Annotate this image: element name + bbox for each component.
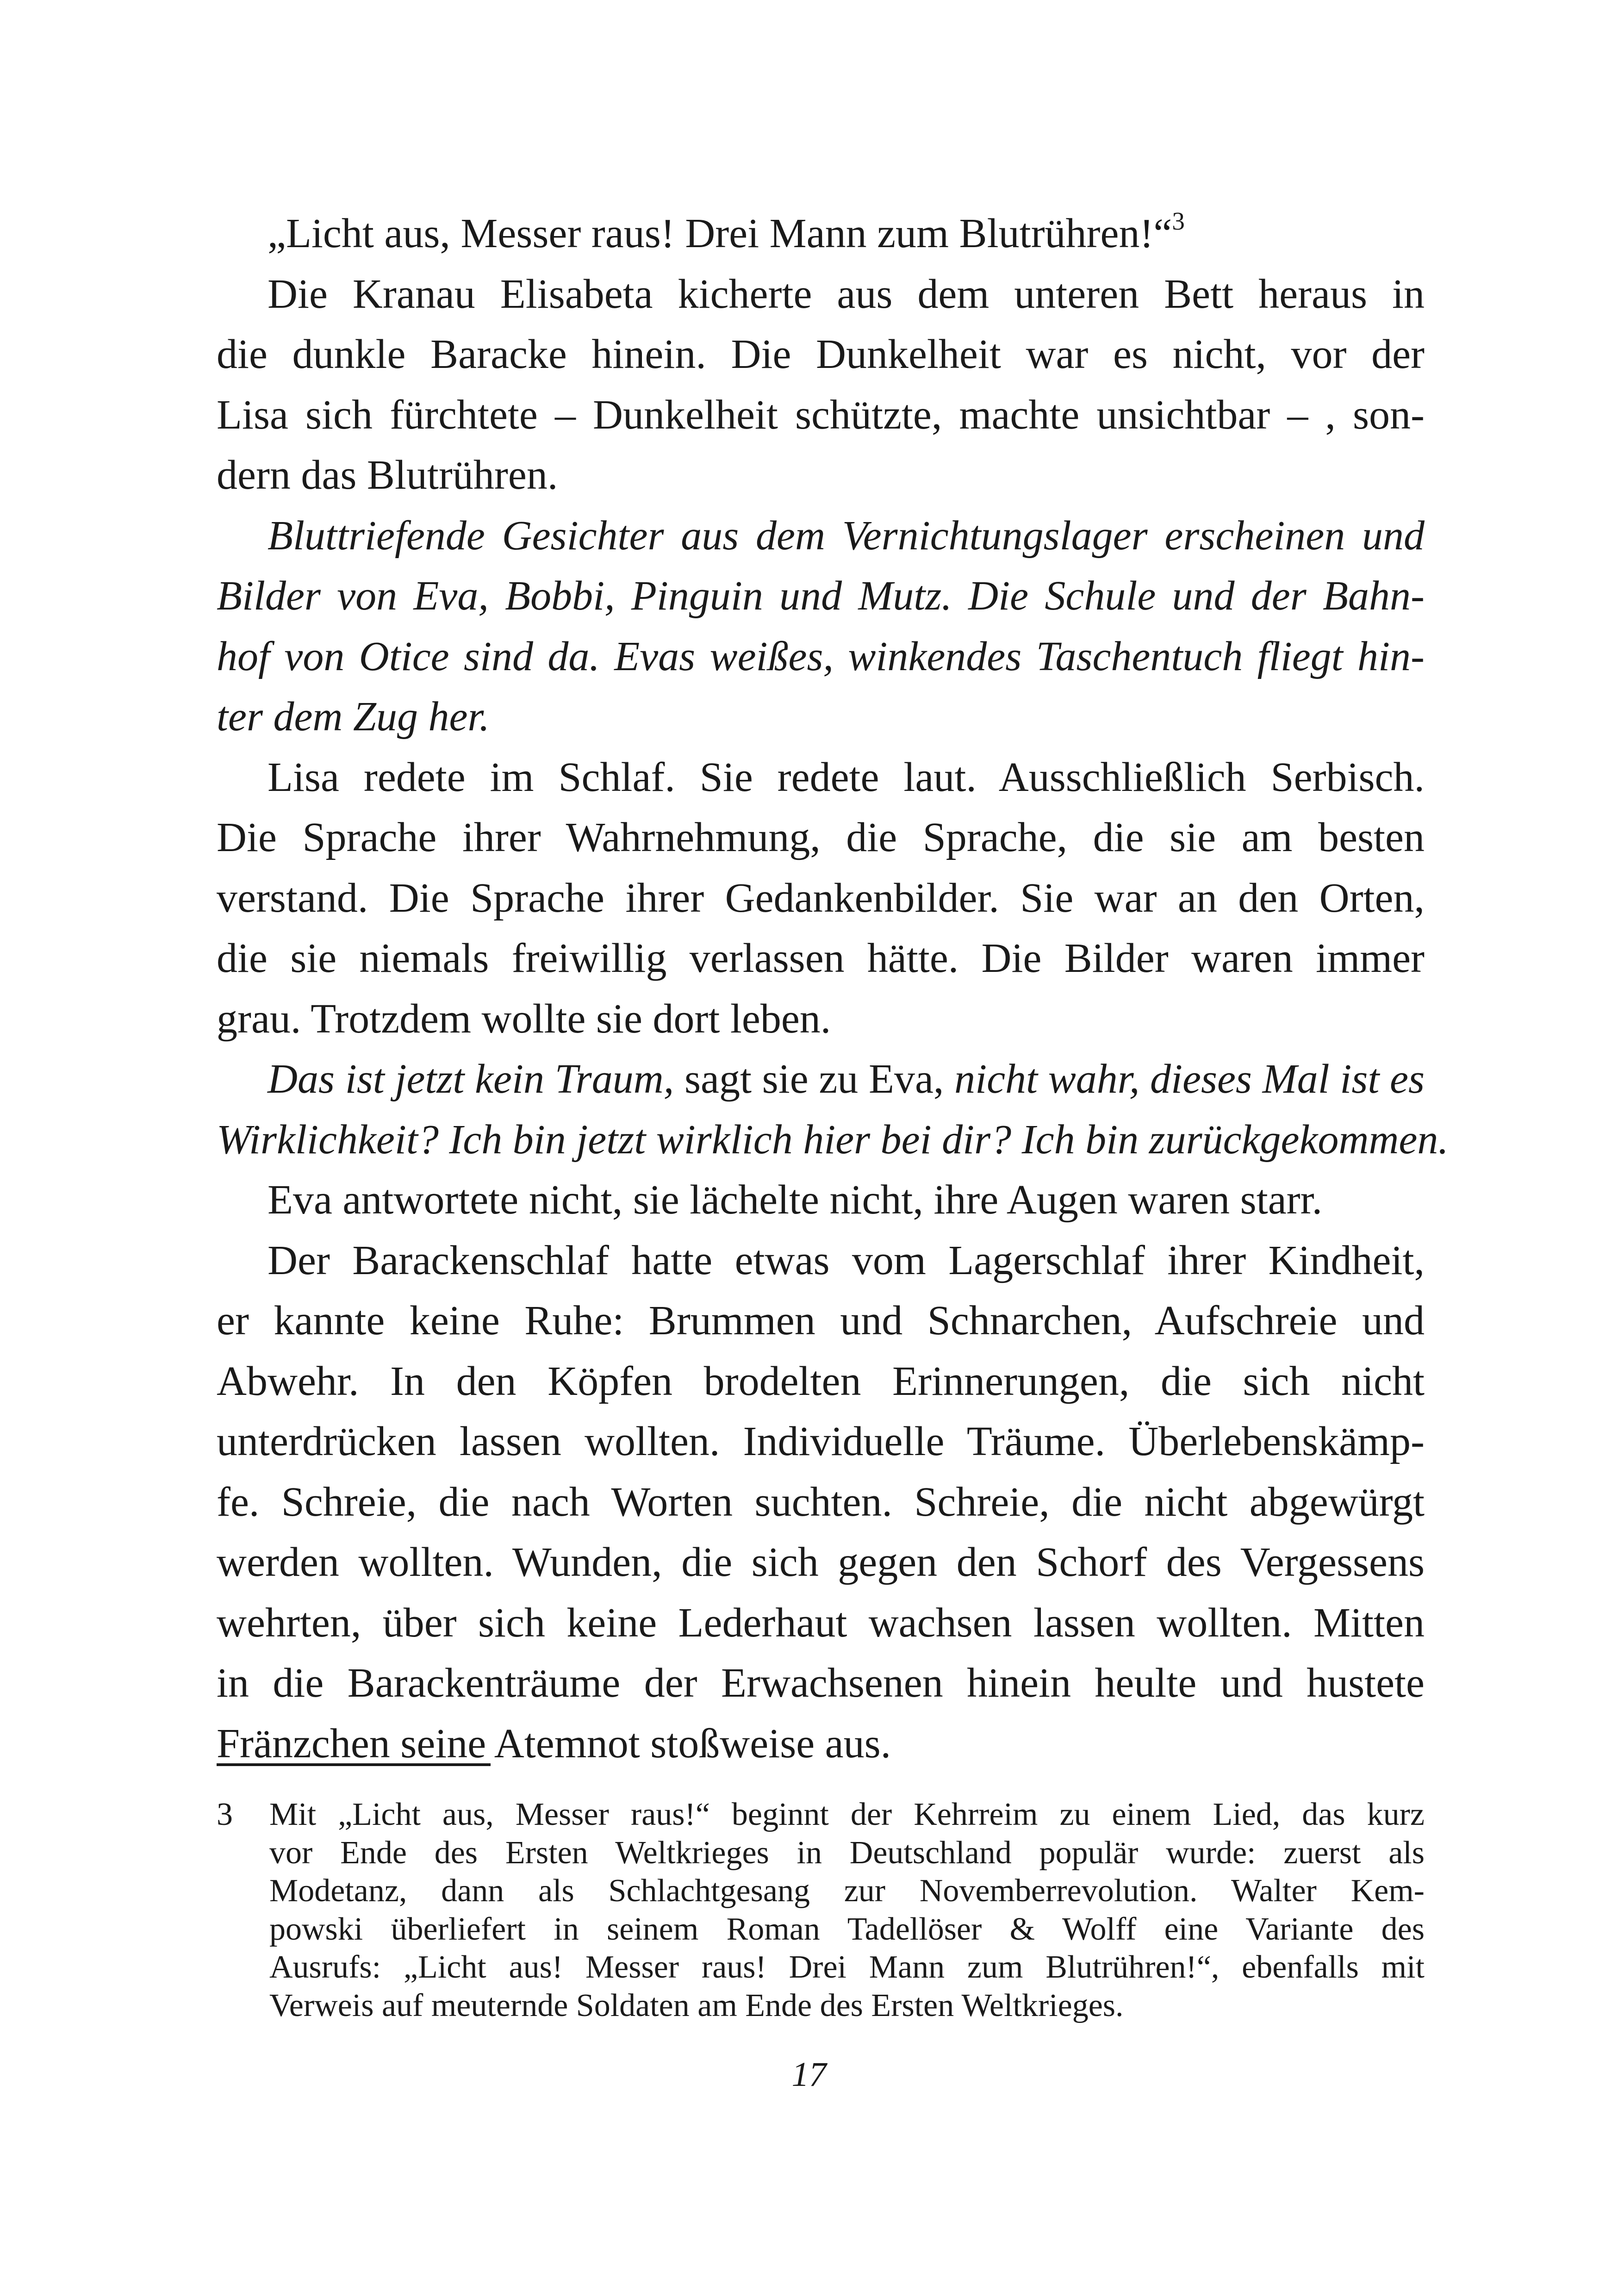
italic-speech: Das ist jetzt kein Traum, [268,1056,674,1102]
italic-paragraph-line: Wirklichkeit? Ich bin jetzt wirklich hier bei dir? Ich bin zurückgekommen. [217,1116,1449,1163]
paragraph-6-line: Eva antwortete nicht, sie lächelte nicht, ihre Augen waren starr. [268,1177,1323,1223]
footnote-reference: 3 [1172,207,1185,235]
italic-paragraph-line: ter dem Zug her. [217,694,490,740]
paragraph-2-line: dern das Blutrühren. [217,452,558,498]
italic-paragraph-line: hof von Otice sind da. Evas weißes, winkendes Taschentuch fliegt hin- [217,633,1425,679]
footnote-line: Ausrufs: „Licht aus! Messer raus! Drei Mann zum Blutrühren!“, ebenfalls mit [269,1949,1425,1985]
paragraph-7-line: fe. Schreie, die nach Worten suchten. Schreie, die nicht abgewürgt [217,1479,1425,1525]
footnote-divider [217,1763,491,1766]
paragraph-2-line: Lisa sich fürchtete – Dunkelheit schützte, machte unsichtbar – , son- [217,392,1425,438]
footnote-line: powski überliefert in seinem Roman Tadellöser & Wolff eine Variante des [269,1911,1425,1947]
italic-paragraph-line: Bilder von Eva, Bobbi, Pinguin und Mutz. Die Schule und der Bahn- [217,573,1425,619]
footnote-line: Modetanz, dann als Schlachtgesang zur Novemberrevolution. Walter Kem- [269,1873,1425,1909]
paragraph-4-line: Die Sprache ihrer Wahrnehmung, die Sprache, die sie am besten [217,815,1425,860]
paragraph-7-line: Fränzchen seine Atemnot stoßweise aus. [217,1720,891,1767]
dialogue-text: „Licht aus, Messer raus! Drei Mann zum Blutrühren!“ [268,211,1172,256]
paragraph-4-line: Lisa redete im Schlaf. Sie redete laut. Ausschließlich Serbisch. [268,754,1425,800]
paragraph-4-line: grau. Trotzdem wollte sie dort leben. [217,996,831,1042]
paragraph-7-line: wehrten, über sich keine Lederhaut wachsen lassen wollten. Mitten [217,1599,1425,1646]
paragraph-7-line: er kannte keine Ruhe: Brummen und Schnarchen, Aufschreie und [217,1298,1425,1344]
paragraph-4-line: verstand. Die Sprache ihrer Gedankenbilder. Sie war an den Orten, [217,875,1425,921]
footnote-number: 3 [217,1797,233,1832]
paragraph-7-line: unterdrücken lassen wollten. Individuelle Träume. Überlebenskämp- [217,1419,1425,1464]
paragraph-2-line: Die Kranau Elisabeta kicherte aus dem unteren Bett heraus in [268,271,1425,317]
mixed-paragraph-line [217,1049,1425,1110]
italic-paragraph-line: Bluttriefende Gesichter aus dem Vernichtungslager erscheinen und [268,512,1425,559]
paragraph-2-line: die dunkle Baracke hinein. Die Dunkelheit war es nicht, vor der [217,331,1425,377]
footnote-line: vor Ende des Ersten Weltkrieges in Deutschland populär wurde: zuerst als [269,1835,1425,1871]
page-number: 17 [791,2055,827,2094]
footnote-line: Mit „Licht aus, Messer raus!“ beginnt der Kehrreim zu einem Lied, das kurz [269,1797,1425,1832]
footnote-text [269,1796,1425,2025]
body-text [217,204,1449,1774]
paragraph-1-line [217,204,1425,264]
footnote-line: Verweis auf meuternde Soldaten am Ende des Ersten Weltkrieges. [269,1987,1124,2023]
paragraph-7-line: Der Barackenschlaf hatte etwas vom Lagerschlaf ihrer Kindheit, [268,1237,1425,1283]
narration: sagt sie zu Eva, [674,1056,955,1102]
paragraph-7-line: Abwehr. In den Köpfen brodelten Erinnerungen, die sich nicht [217,1358,1425,1404]
paragraph-7-line: in die Barackenträume der Erwachsenen hinein heulte und hustete [217,1660,1425,1706]
italic-speech: nicht wahr, dieses Mal ist es [954,1056,1425,1102]
paragraph-7-line: werden wollten. Wunden, die sich gegen den Schorf des Vergessens [217,1539,1425,1585]
paragraph-4-line: die sie niemals freiwillig verlassen hätte. Die Bilder waren immer [217,935,1425,981]
